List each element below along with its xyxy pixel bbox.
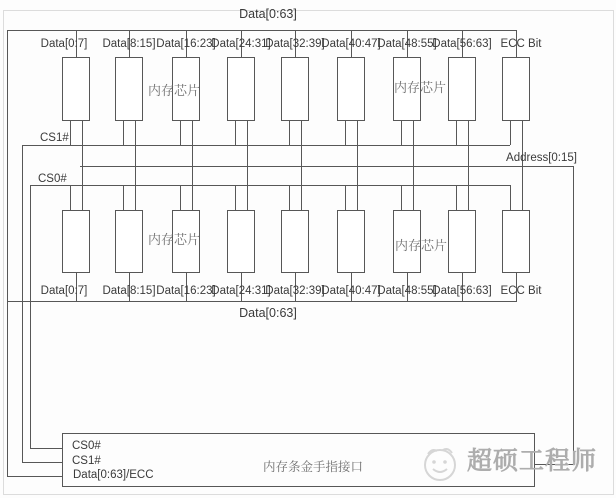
memory-chip-bottom-row-9 bbox=[502, 210, 530, 273]
chip-pin-cs0 bbox=[401, 185, 402, 210]
chip-pin-address bbox=[82, 166, 83, 210]
connector-pin-data-label: Data[0:63]/ECC bbox=[73, 469, 154, 481]
lane-label-bottom-4: Data[24:31] bbox=[211, 285, 271, 297]
top-data-bus-line bbox=[7, 30, 517, 31]
chip-pin-address bbox=[247, 121, 248, 166]
memory-chip-top-row-9 bbox=[502, 57, 530, 121]
memory-chip-annotation-1: 内存芯片 bbox=[147, 83, 201, 98]
watermark-text: 超硕工程师 bbox=[467, 447, 598, 475]
lane-label-top-2: Data[8:15] bbox=[102, 38, 156, 50]
chip-pin-address bbox=[192, 166, 193, 210]
chip-pin-cs0 bbox=[235, 185, 236, 210]
chip-pin-address bbox=[468, 121, 469, 166]
chip-pin-cs1 bbox=[345, 121, 346, 145]
lane-label-bottom-9: ECC Bit bbox=[500, 285, 542, 297]
bottom-data-bus-label: Data[0:63] bbox=[239, 306, 297, 320]
chip-pin-address bbox=[357, 166, 358, 210]
connector-pin-cs0-label: CS0# bbox=[72, 440, 101, 452]
data-bus-left-riser bbox=[7, 30, 8, 476]
chip-pin-address bbox=[247, 166, 248, 210]
bottom-data-bus-line bbox=[7, 301, 517, 302]
chip-pin-address bbox=[135, 166, 136, 210]
cs1-left-riser bbox=[22, 145, 23, 462]
lane-label-bottom-8: Data[56:63] bbox=[432, 285, 492, 297]
watermark-smiley-face-icon bbox=[420, 444, 460, 489]
chip-pin-cs1 bbox=[456, 121, 457, 145]
address-bus-label: Address[0:15] bbox=[506, 152, 577, 164]
address-right-riser bbox=[573, 166, 574, 464]
chip-pin-cs0 bbox=[123, 185, 124, 210]
memory-chip-annotation-4: 内存芯片 bbox=[394, 238, 448, 253]
lane-label-bottom-7: Data[48:55] bbox=[377, 285, 437, 297]
memory-chip-annotation-3: 内存芯片 bbox=[147, 232, 201, 247]
memory-chip-top-row-4 bbox=[227, 57, 255, 121]
cs1-connector-stub bbox=[22, 462, 62, 463]
connector-pin-cs1-label: CS1# bbox=[72, 455, 101, 467]
chip-pin-cs0 bbox=[70, 185, 71, 210]
lane-label-top-7: Data[48:55] bbox=[377, 38, 437, 50]
memory-chip-bottom-row-5 bbox=[281, 210, 309, 273]
lane-label-bottom-6: Data[40:47] bbox=[321, 285, 381, 297]
memory-chip-bottom-row-1 bbox=[62, 210, 90, 273]
memory-chip-top-row-6 bbox=[337, 57, 365, 121]
lane-label-bottom-2: Data[8:15] bbox=[102, 285, 156, 297]
cs1-signal-label: CS1# bbox=[40, 132, 69, 144]
chip-pin-cs0 bbox=[456, 185, 457, 210]
memory-chip-bottom-row-6 bbox=[337, 210, 365, 273]
chip-pin-address bbox=[468, 166, 469, 210]
lane-label-top-9: ECC Bit bbox=[500, 38, 542, 50]
cs0-bus-line bbox=[30, 185, 510, 186]
cs0-left-riser bbox=[30, 185, 31, 448]
chip-pin-cs1 bbox=[289, 121, 290, 145]
top-data-bus-label: Data[0:63] bbox=[239, 7, 297, 21]
memory-chip-top-row-1 bbox=[62, 57, 90, 121]
lane-label-top-1: Data[0:7] bbox=[40, 38, 88, 50]
memory-chip-bottom-row-8 bbox=[448, 210, 476, 273]
lane-label-bottom-5: Data[32:39] bbox=[265, 285, 325, 297]
chip-pin-cs1 bbox=[180, 121, 181, 145]
memory-chip-bottom-row-4 bbox=[227, 210, 255, 273]
chip-pin-address bbox=[135, 121, 136, 166]
chip-pin-address bbox=[522, 166, 523, 210]
chip-pin-cs1 bbox=[123, 121, 124, 145]
chip-pin-cs1 bbox=[401, 121, 402, 145]
memory-chip-top-row-5 bbox=[281, 57, 309, 121]
lane-label-bottom-1: Data[0:7] bbox=[40, 285, 88, 297]
chip-pin-cs1 bbox=[510, 121, 511, 145]
data-connector-stub bbox=[7, 476, 62, 477]
chip-pin-cs1 bbox=[235, 121, 236, 145]
lane-label-top-3: Data[16:23] bbox=[156, 38, 216, 50]
cs0-connector-stub bbox=[30, 448, 62, 449]
chip-pin-cs1 bbox=[70, 121, 71, 145]
chip-pin-address bbox=[413, 121, 414, 166]
chip-pin-address bbox=[192, 121, 193, 166]
lane-label-top-4: Data[24:31] bbox=[211, 38, 271, 50]
chip-pin-cs0 bbox=[345, 185, 346, 210]
cs0-signal-label: CS0# bbox=[38, 173, 67, 185]
memory-chip-annotation-2: 内存芯片 bbox=[393, 80, 447, 95]
lane-label-top-8: Data[56:63] bbox=[432, 38, 492, 50]
memory-chip-top-row-2 bbox=[115, 57, 143, 121]
memory-chip-bottom-row-2 bbox=[115, 210, 143, 273]
lane-label-bottom-3: Data[16:23] bbox=[156, 285, 216, 297]
chip-pin-cs0 bbox=[510, 185, 511, 210]
chip-pin-address bbox=[82, 121, 83, 166]
memory-chip-top-row-8 bbox=[448, 57, 476, 121]
lane-label-top-5: Data[32:39] bbox=[265, 38, 325, 50]
cs1-bus-line bbox=[22, 145, 510, 146]
chip-pin-address bbox=[357, 121, 358, 166]
chip-pin-cs0 bbox=[289, 185, 290, 210]
address-bus-line bbox=[80, 166, 574, 167]
chip-pin-address bbox=[413, 166, 414, 210]
chip-pin-address bbox=[301, 166, 302, 210]
chip-pin-cs0 bbox=[180, 185, 181, 210]
lane-label-top-6: Data[40:47] bbox=[321, 38, 381, 50]
connector-title: 内存条金手指接口 bbox=[263, 460, 364, 474]
chip-pin-address bbox=[301, 121, 302, 166]
